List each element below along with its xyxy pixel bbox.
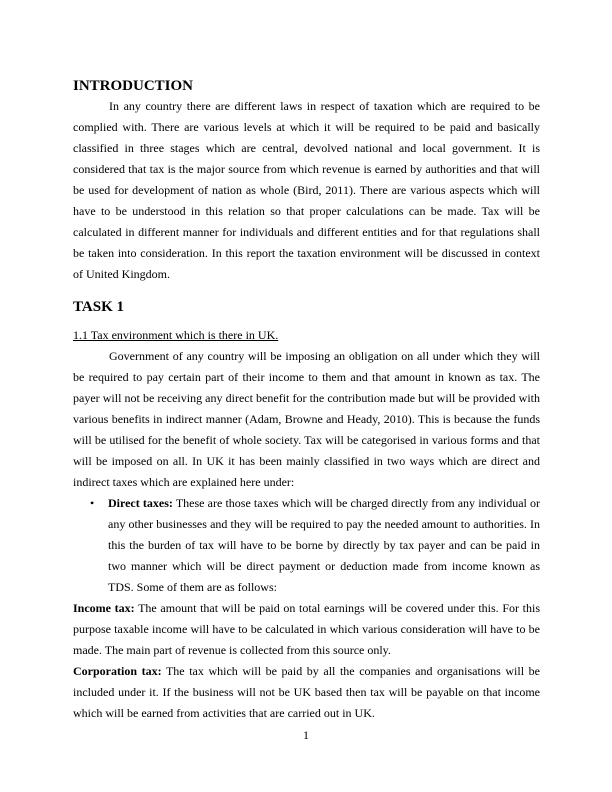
corporation-tax-text: The tax which will be paid by all the companies and organisations will be included under it. If the business will not be UK based then tax will be payable on that income which will be earned from activities that are carried out in UK. bbox=[73, 664, 540, 720]
document-page bbox=[73, 76, 540, 724]
corporation-tax-term: Corporation tax: bbox=[73, 664, 162, 678]
income-tax-paragraph bbox=[73, 598, 540, 661]
income-tax-text: The amount that will be paid on total earnings will be covered under this. For this purpose taxable income will have to be calculated in which various consideration will have to be made. The main part of revenue is collected from this source only. bbox=[73, 601, 541, 657]
introduction-heading: INTRODUCTION bbox=[73, 78, 194, 94]
bullet-icon: • bbox=[90, 496, 95, 510]
direct-taxes-item bbox=[73, 493, 540, 598]
task1-paragraph: Government of any country will be imposing an obligation on all under which they will be required to pay certain part of their income to them and that amount in known as tax. The payer will not be receiving any direct benefit for the contribution made but will be provided with various benefits in indirect manner (Adam, Browne and Heady, 2010). This is because the funds will be utilised for the benefit of whole society. Tax will be categorised in various forms and that will be imposed on all. In UK it has been mainly classified in two ways which are direct and indirect taxes which are explained here under: bbox=[73, 349, 540, 489]
task1-heading: TASK 1 bbox=[73, 299, 124, 315]
direct-taxes-term: Direct taxes: bbox=[108, 496, 173, 510]
task1-subheading: 1.1 Tax environment which is there in UK. bbox=[73, 328, 279, 342]
tax-bullet-list bbox=[73, 493, 540, 598]
introduction-paragraph: In any country there are different laws in respect of taxation which are required to be complied with. There are various levels at which it will be required to be paid and basically classified in three stages which are central, devolved national and local government. It is considered that tax is the major source from which revenue is earned by authorities and that will be used for development of nation as whole (Bird, 2011). There are various aspects which will have to be understood in this relation so that proper calculations can be made. Tax will be calculated in different manner for individuals and different entities and for that regulations shall be taken into consideration. In this report the taxation environment will be discussed in context of United Kingdom. bbox=[73, 99, 540, 281]
corporation-tax-paragraph bbox=[73, 661, 540, 724]
direct-taxes-text: These are those taxes which will be charged directly from any individual or any other businesses and they will be required to pay the needed amount to authorities. In this the burden of tax will have to be borne by directly by tax payer and can be paid in two manner which will be direct payment or deduction made from income known as TDS. Some of them are as follows: bbox=[108, 496, 541, 594]
page-number: 1 bbox=[303, 728, 309, 742]
income-tax-term: Income tax: bbox=[73, 601, 135, 615]
